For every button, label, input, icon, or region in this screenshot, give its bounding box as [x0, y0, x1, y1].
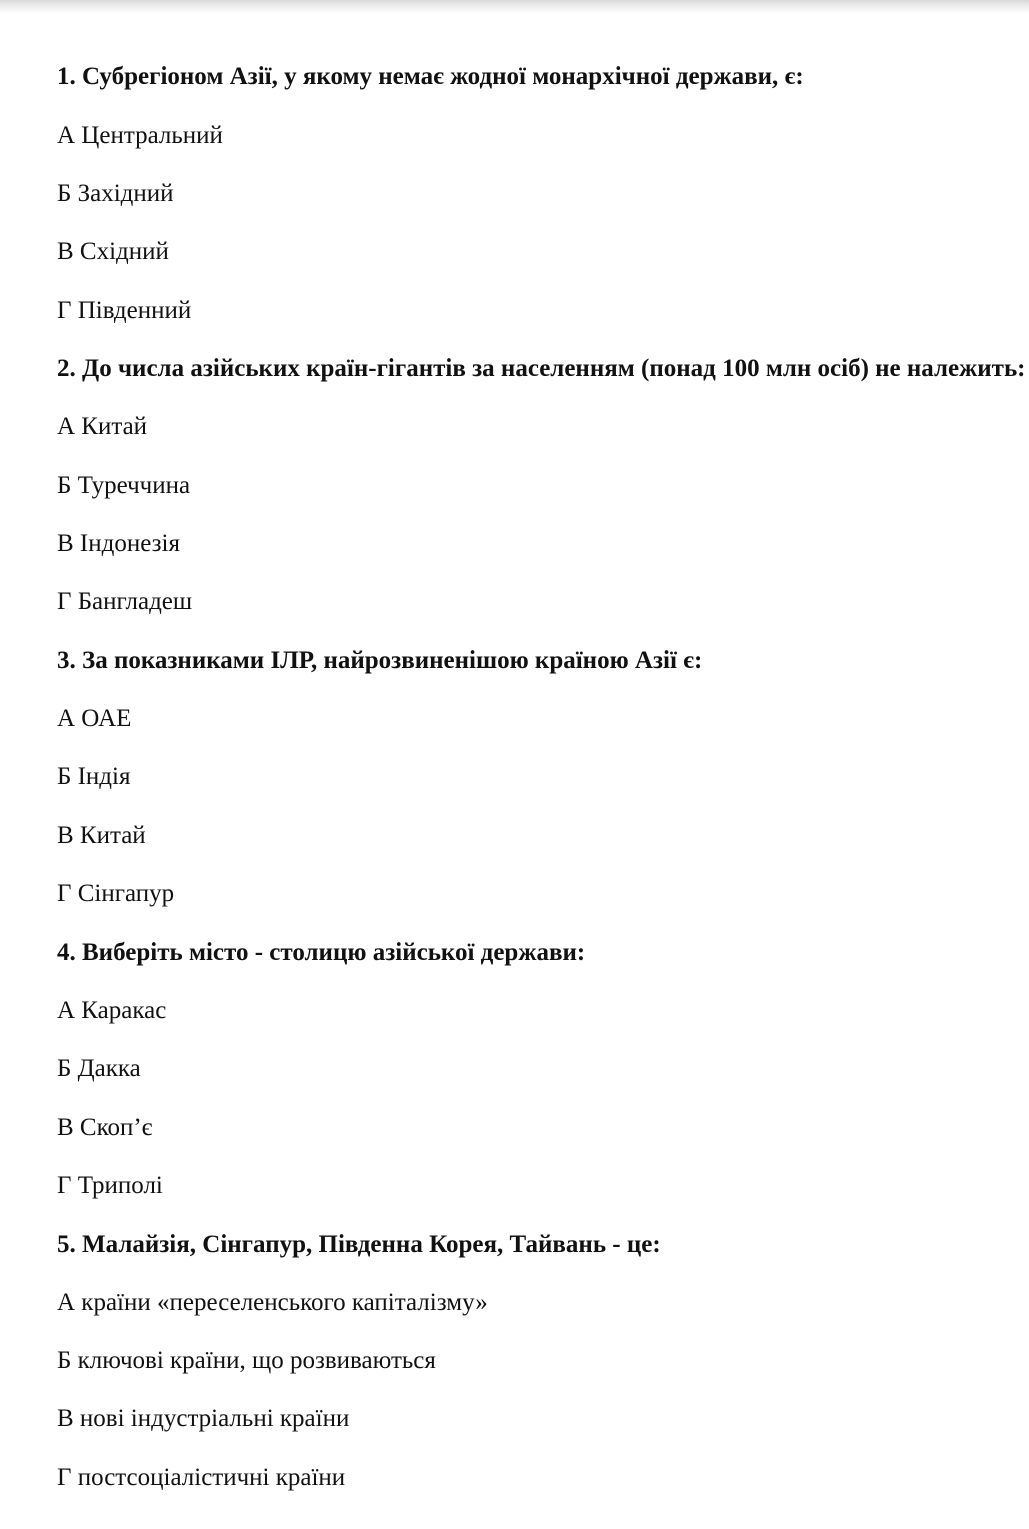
option-4-c: В Скоп’є — [57, 1114, 153, 1141]
option-2-c: В Індонезія — [57, 530, 180, 557]
option-1-a: А Центральний — [57, 122, 223, 149]
option-3-d: Г Сінгапур — [57, 880, 175, 907]
option-4-d: Г Триполі — [57, 1172, 163, 1199]
question-3: 3. За показниками ІЛР, найрозвиненішою країною Азії є: — [57, 647, 703, 674]
question-5: 5. Малайзія, Сінгапур, Південна Корея, Тайвань - це: — [57, 1231, 661, 1258]
option-4-a: А Каракас — [57, 997, 167, 1024]
option-5-a: А країни «переселенського капіталізму» — [57, 1289, 488, 1316]
question-1: 1. Субрегіоном Азії, у якому немає жодної монархічної держави, є: — [57, 63, 804, 90]
option-2-a: А Китай — [57, 413, 148, 440]
question-4: 4. Виберіть місто - столицю азійської держави: — [57, 939, 586, 966]
option-1-d: Г Південний — [57, 297, 192, 324]
top-shadow — [0, 0, 1029, 14]
option-4-b: Б Дакка — [57, 1055, 141, 1082]
option-1-c: В Східний — [57, 238, 169, 265]
option-2-d: Г Бангладеш — [57, 588, 193, 615]
question-2: 2. До числа азійських країн-гігантів за населенням (понад 100 млн осіб) не належить: — [57, 355, 1026, 382]
option-3-a: А ОАЕ — [57, 705, 132, 732]
option-5-c: В нові індустріальні країни — [57, 1405, 350, 1432]
option-2-b: Б Туреччина — [57, 472, 191, 499]
option-3-c: В Китай — [57, 822, 146, 849]
option-5-d: Г постсоціалістичні країни — [57, 1464, 346, 1491]
option-1-b: Б Західний — [57, 180, 174, 207]
option-5-b: Б ключові країни, що розвиваються — [57, 1347, 436, 1374]
option-3-b: Б Індія — [57, 763, 131, 790]
